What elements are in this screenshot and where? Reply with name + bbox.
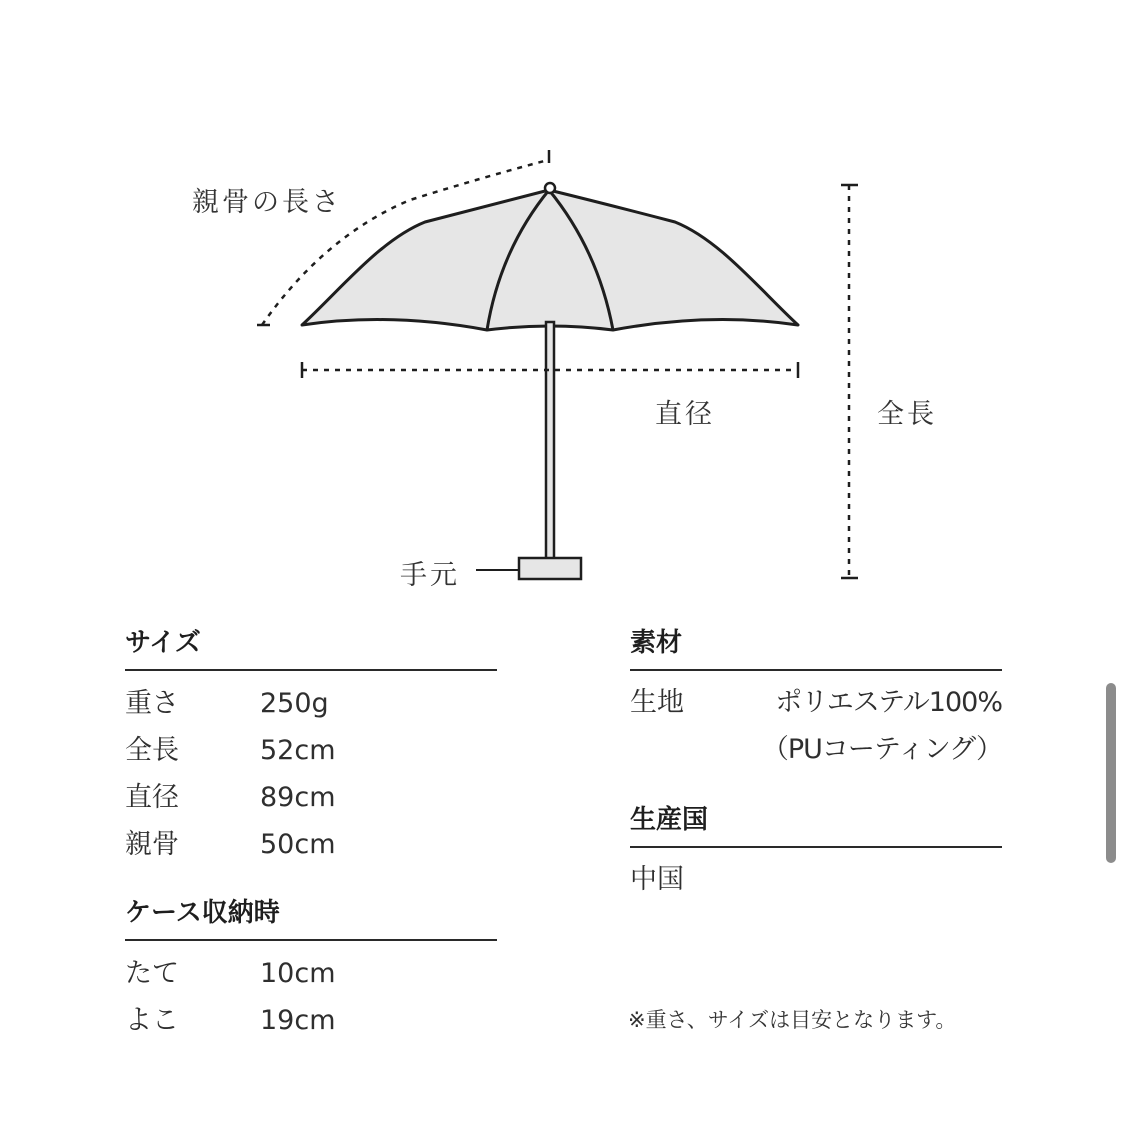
case-title: ケース収納時	[125, 898, 280, 928]
spec-label: 全長	[125, 735, 179, 766]
diameter-label: 直径	[655, 399, 715, 430]
spec-value: 50cm	[260, 829, 336, 860]
spec-row-width	[125, 997, 497, 1044]
size-disclaimer-note: ※重さ、サイズは目安となります。	[628, 1008, 957, 1032]
material-label: 生地	[630, 687, 684, 718]
size-title: サイズ	[125, 628, 201, 658]
spec-value: 89cm	[260, 782, 336, 813]
size-section	[125, 623, 497, 868]
material-coating: （PUコーティング）	[761, 734, 1002, 765]
umbrella-canopy	[302, 190, 798, 330]
umbrella-handle	[519, 558, 581, 579]
spec-row-diameter	[125, 774, 497, 821]
case-section	[125, 893, 497, 1044]
scrollbar[interactable]	[1106, 683, 1116, 863]
umbrella-shaft	[546, 322, 554, 562]
total-length-label: 全長	[877, 399, 937, 430]
origin-value: 中国	[630, 864, 684, 895]
rib-length-label: 親骨の長さ	[192, 187, 342, 218]
spec-value: 19cm	[260, 1005, 336, 1036]
spec-label: たて	[125, 958, 179, 989]
spec-label: よこ	[125, 1005, 179, 1036]
spec-label: 重さ	[125, 688, 179, 719]
material-section	[630, 623, 1002, 765]
material-title: 素材	[630, 628, 683, 658]
spec-row-height	[125, 950, 497, 997]
spec-row-weight	[125, 680, 497, 727]
material-row	[630, 671, 1002, 765]
handle-label: 手元	[400, 560, 460, 591]
spec-value: 52cm	[260, 735, 336, 766]
material-value: ポリエステル100%	[775, 687, 1002, 718]
spec-row-length	[125, 727, 497, 774]
origin-section	[630, 800, 1002, 903]
spec-label: 直径	[125, 782, 179, 813]
umbrella-tip	[545, 183, 555, 193]
spec-value: 10cm	[260, 958, 336, 989]
spec-label: 親骨	[125, 829, 179, 860]
origin-row	[630, 856, 1002, 903]
spec-value: 250g	[260, 688, 329, 719]
spec-row-rib	[125, 821, 497, 868]
origin-title: 生産国	[630, 805, 709, 835]
